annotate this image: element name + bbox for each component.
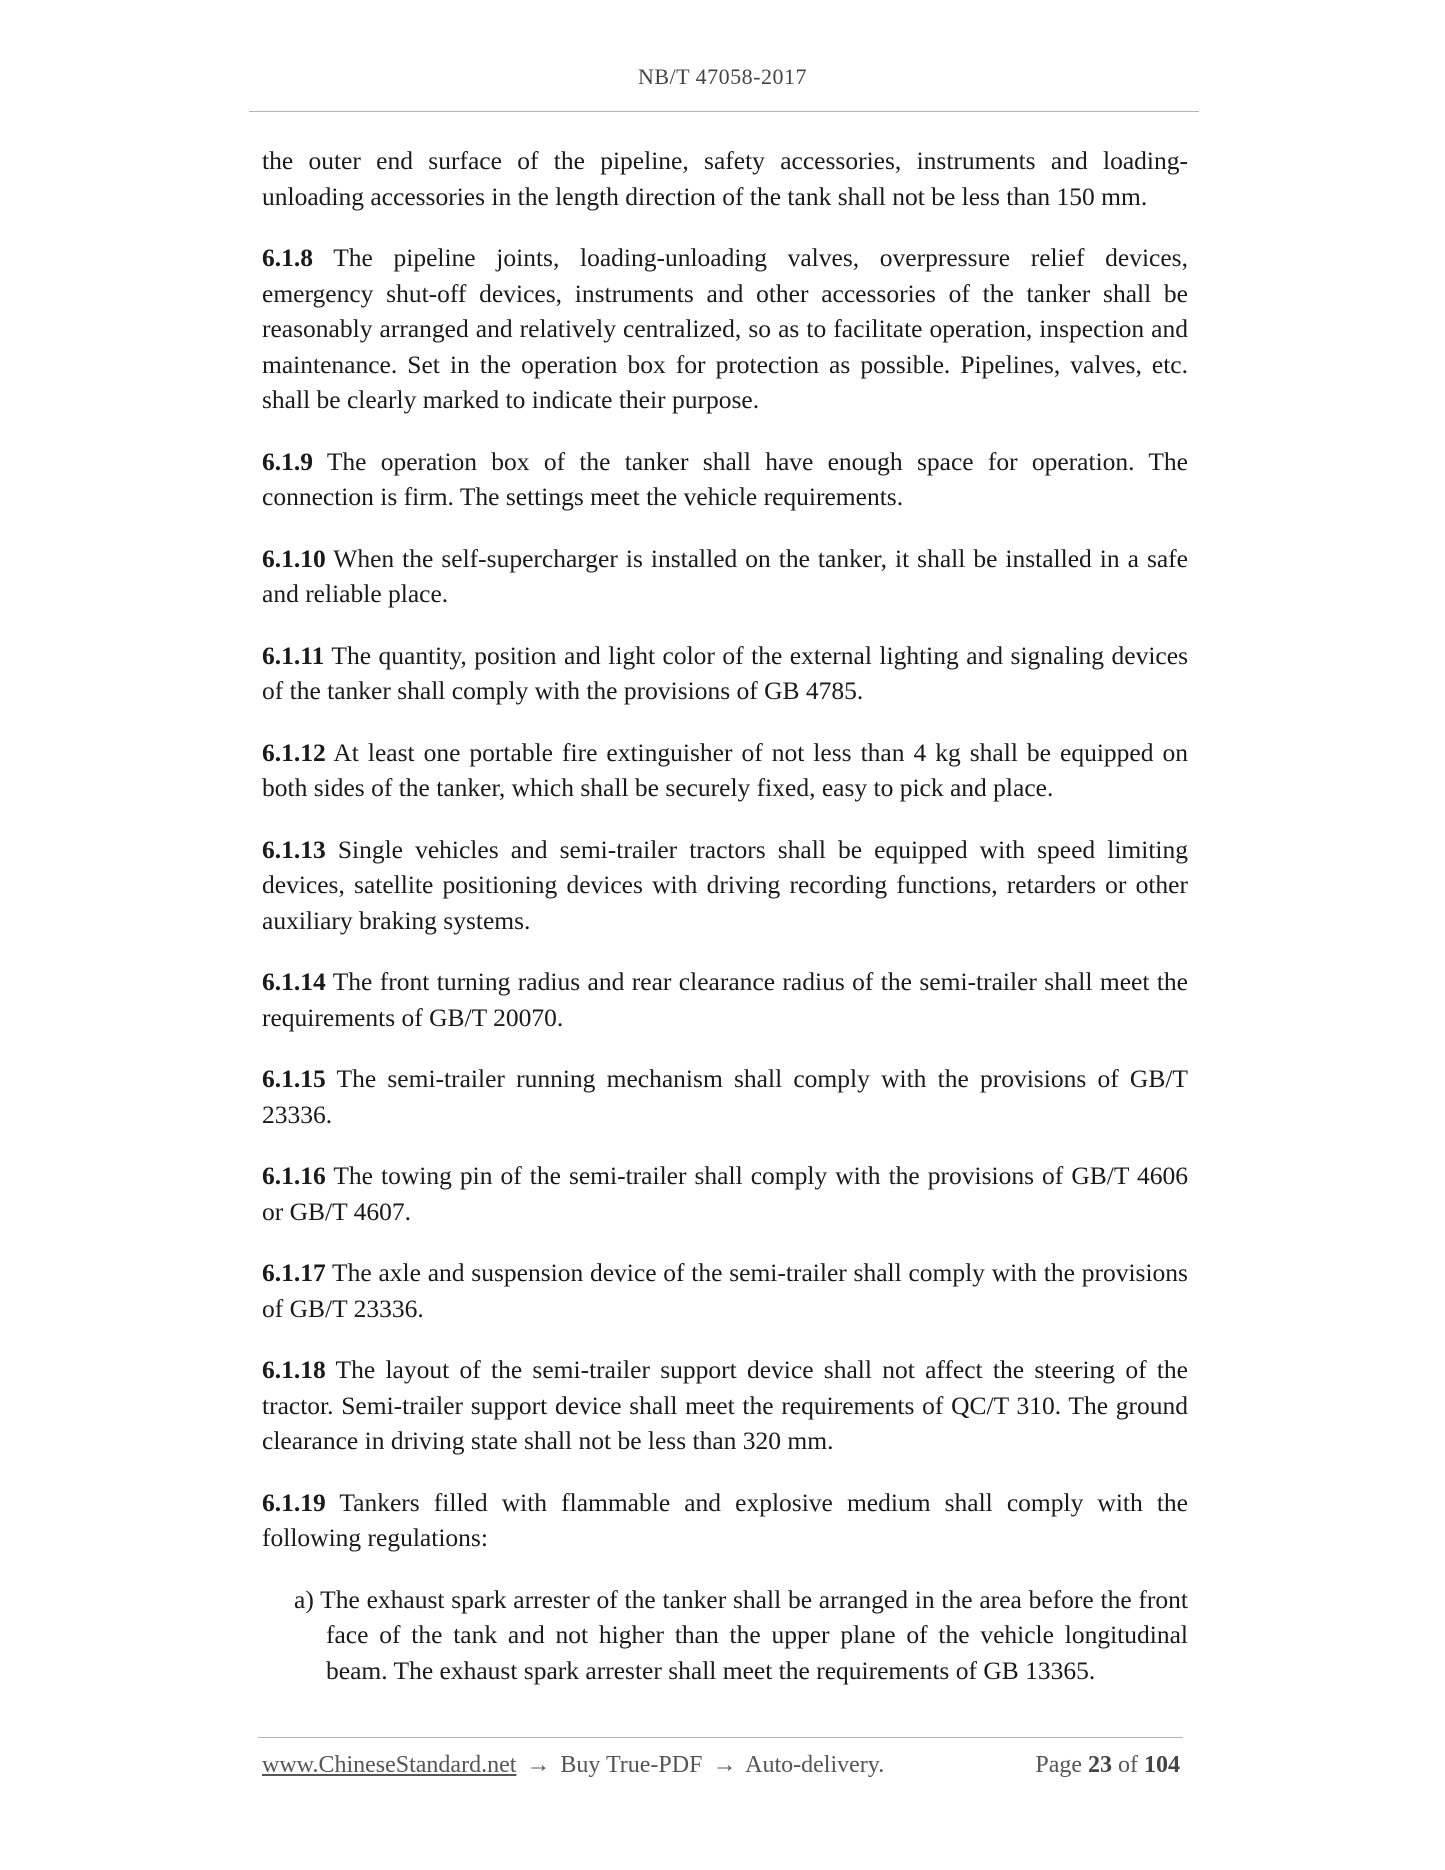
paragraph-6-1-18: [262, 1352, 1188, 1459]
paragraph-6-1-17: [262, 1255, 1188, 1326]
paragraph-6-1-11: [262, 638, 1188, 709]
clause-text: The semi-trailer running mechanism shall comply with the provisions of GB/T 23336.: [262, 1064, 1188, 1129]
clause-number: 6.1.16: [262, 1161, 326, 1190]
total-pages: 104: [1144, 1752, 1180, 1778]
clause-text: At least one portable fire extinguisher of not less than 4 kg shall be equipped on both sides of the tanker, which shall be securely fixed, easy to pick and place.: [262, 737, 1188, 802]
paragraph-6-1-12: [262, 735, 1188, 806]
clause-text: The layout of the semi-trailer support device shall not affect the steering of the tractor. Semi-trailer support device shall meet the requirements of QC/T 310. The ground clearance in driving state shall not be less than 320 mm.: [262, 1355, 1188, 1455]
clause-number: 6.1.8: [262, 243, 313, 272]
paragraph-6-1-13: [262, 832, 1188, 939]
clause-text: The pipeline joints, loading-unloading valves, overpressure relief devices, emergency shut-off devices, instruments and other accessories of the tanker shall be reasonably arranged and relatively centralized, so as to facilitate operation, inspection and maintenance. Set in the operation box for protection as possible. Pipelines, valves, etc. shall be clearly marked to indicate their purpose.: [262, 243, 1188, 414]
paragraph-6-1-8: [262, 240, 1188, 418]
clause-text: Tankers filled with flammable and explosive medium shall comply with the following regulations:: [262, 1487, 1188, 1552]
clause-number: 6.1.18: [262, 1355, 326, 1384]
clause-text: Single vehicles and semi-trailer tractors shall be equipped with speed limiting devices, satellite positioning devices with driving recording functions, retarders or other auxiliary braking systems.: [262, 834, 1188, 935]
page-label: Page: [1035, 1752, 1082, 1778]
current-page: 23: [1088, 1752, 1112, 1778]
clause-text: The front turning radius and rear clearance radius of the semi-trailer shall meet the requirements of GB/T 20070.: [262, 967, 1188, 1032]
clause-number: 6.1.10: [262, 543, 326, 573]
clause-text: The operation box of the tanker shall have enough space for operation. The connection is firm. The settings meet the vehicle requirements.: [262, 446, 1188, 511]
paragraph-6-1-15: [262, 1061, 1188, 1132]
paragraph-6-1-9: [262, 444, 1188, 515]
auto-delivery-text: Auto-delivery.: [745, 1752, 885, 1778]
site-link[interactable]: www.ChineseStandard.net: [262, 1752, 517, 1778]
clause-number: 6.1.14: [262, 967, 326, 996]
page-number: [1035, 1752, 1180, 1779]
buy-pdf-text: Buy True-PDF: [560, 1752, 703, 1778]
document-body: [262, 143, 1188, 1688]
clause-number: 6.1.17: [262, 1258, 326, 1287]
list-item-a: a) The exhaust spark arrester of the tanker shall be arranged in the area before the front face of the tank and not higher than the upper plane of the vehicle longitudinal beam. The exhaust spark arrester shall meet the requirements of GB 13365.: [294, 1584, 1188, 1685]
clause-number: 6.1.12: [262, 737, 326, 767]
clause-number: 6.1.11: [262, 640, 325, 670]
clause-number: 6.1.19: [262, 1487, 326, 1517]
page-footer: [262, 1752, 1182, 1788]
arrow-right-icon: →: [526, 1752, 551, 1778]
clause-text: The axle and suspension device of the semi-trailer shall comply with the provisions of GB/T 23336.: [262, 1258, 1188, 1323]
paragraph-6-1-14: [262, 964, 1188, 1035]
document-code-header: NB/T 47058-2017: [637, 64, 808, 89]
footer-promo: [262, 1752, 884, 1779]
clause-number: 6.1.13: [262, 834, 326, 864]
clause-text: The towing pin of the semi-trailer shall comply with the provisions of GB/T 4606 or GB/T 4607.: [262, 1161, 1188, 1226]
arrow-right-icon: →: [712, 1752, 737, 1778]
of-label: of: [1118, 1752, 1138, 1778]
paragraph: the outer end surface of the pipeline, safety accessories, instruments and loading-unloading accessories in the length direction of the tank shall not be less than 150 mm.: [262, 146, 1188, 211]
clause-number: 6.1.9: [262, 446, 313, 476]
paragraph-6-1-16: [262, 1158, 1188, 1229]
clause-number: 6.1.15: [262, 1064, 326, 1093]
clause-text: The quantity, position and light color of the external lighting and signaling devices of the tanker shall comply with the provisions of GB 4785.: [262, 640, 1188, 705]
footer-divider: [258, 1737, 1183, 1738]
header-divider: [249, 111, 1199, 112]
paragraph-6-1-10: [262, 541, 1188, 612]
paragraph-6-1-19: [262, 1485, 1188, 1556]
clause-text: When the self-supercharger is installed on the tanker, it shall be installed in a safe and reliable place.: [262, 543, 1188, 608]
